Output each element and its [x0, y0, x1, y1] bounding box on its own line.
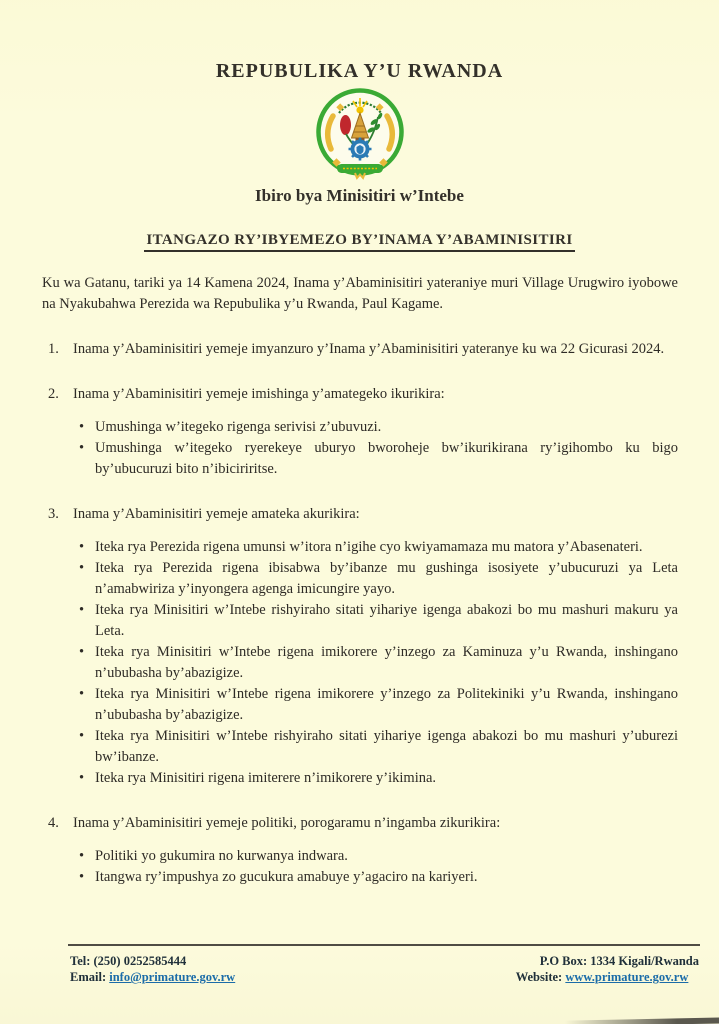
decision-bullet: • Iteka rya Minisitiri w’Intebe rishyiraho sitati yihariye igenga abakozi bo mu mashuri makuru ya Leta.: [79, 600, 678, 642]
rwanda-coat-of-arms-icon: [310, 86, 410, 184]
tel-value: (250) 0252585444: [93, 954, 187, 968]
decision-bullet: • Itangwa ry’impushya zo gucukura amabuye y’agaciro na kariyeri.: [79, 867, 678, 888]
decision-item: [48, 504, 678, 789]
decision-number: 1.: [48, 341, 59, 358]
decisions-list: [48, 339, 678, 888]
decision-text: Inama y’Abaminisitiri yemeje politiki, porogaramu n’ingamba zikurikira:: [73, 815, 501, 832]
footer-tel: [70, 953, 235, 969]
pobox-value: 1334 Kigali/Rwanda: [590, 954, 699, 968]
decision-item: [48, 384, 678, 480]
decision-bullet: • Umushinga w’itegeko ryerekeye uburyo bworoheje bw’ikurikirana ry’igihombo ku bigo by’ubucuruzi bito n’ibiciriritse.: [79, 438, 678, 480]
footer-right: [516, 953, 699, 986]
decision-item: [48, 813, 678, 888]
decision-text: Inama y’Abaminisitiri yemeje imyanzuro y’Inama y’Abaminisitiri yateranye ku wa 22 Gicurasi 2024.: [73, 341, 665, 358]
footer-email: [70, 969, 235, 985]
country-title: REPUBULIKA Y’U RWANDA: [215, 60, 504, 82]
footer-contact: [70, 953, 699, 986]
decision-bullet: • Iteka rya Perezida rigena ibisabwa by’ibanze mu gushinga isosiyete y’ubucuruzi ya Leta n’amabwiriza y’inyongera agenga imicungire yayo.: [79, 558, 678, 600]
intro-paragraph: Ku wa Gatanu, tariki ya 14 Kamena 2024, Inama y’Abaminisitiri yateraniye muri Village Urugwiro iyobowe na Nyakubahwa Perezida wa Repubulika y’u Rwanda, Paul Kagame.: [42, 275, 678, 313]
tel-label: Tel:: [70, 954, 91, 968]
website-link[interactable]: www.primature.gov.rw: [565, 970, 689, 985]
decision-bullet: • Politiki yo gukumira no kurwanya indwara.: [79, 846, 678, 867]
decision-bullet: • Iteka rya Minisitiri w’Intebe rigena imikorere y’inzego za Kaminuza y’u Rwanda, inshingano n’ububasha by’abazigize.: [79, 642, 678, 684]
footer-pobox: [516, 953, 699, 969]
decision-bullet: • Iteka rya Minisitiri w’Intebe rishyiraho sitati yihariye igenga abakozi bo mu mashuri y’uburezi bw’ibanze.: [79, 726, 678, 768]
decision-text: Inama y’Abaminisitiri yemeje amateka akurikira:: [73, 506, 360, 523]
decision-bullet: • Iteka rya Perezida rigena umunsi w’itora n’igihe cyo kwiyamamaza mu matora y’Abasenateri.: [79, 537, 678, 558]
communique-title: ITANGAZO RY’IBYEMEZO BY’INAMA Y’ABAMINISITIRI: [0, 231, 719, 252]
website-label: Website:: [515, 970, 563, 985]
decision-bullets: [79, 537, 678, 789]
footer-website: [516, 969, 699, 985]
decision-bullet: • Iteka rya Minisitiri w’Intebe rigena imikorere y’inzego za Politekiniki y’u Rwanda, inshingano n’ububasha by’abazigize.: [79, 684, 678, 726]
pobox-label: P.O Box:: [539, 954, 588, 968]
decision-bullets: [79, 417, 678, 480]
decision-bullets: [79, 846, 678, 888]
email-link[interactable]: info@primature.gov.rw: [109, 970, 236, 985]
decision-item: [48, 339, 678, 360]
office-title: Ibiro bya Minisitiri w’Intebe: [255, 186, 464, 205]
email-label: Email:: [70, 970, 107, 985]
decision-bullet: • Umushinga w’itegeko rigenga serivisi z’ubuvuzi.: [79, 417, 678, 438]
footer-left: [70, 953, 235, 986]
footer-divider: [68, 944, 700, 946]
decision-bullet: • Iteka rya Minisitiri rigena imiterere n’imikorere y’ikimina.: [79, 768, 678, 789]
decision-number: 2.: [48, 386, 59, 403]
decision-number: 4.: [48, 815, 59, 832]
document-header: [0, 0, 719, 206]
scan-edge-artifact: [565, 1017, 719, 1024]
decision-number: 3.: [48, 506, 59, 523]
decision-text: Inama y’Abaminisitiri yemeje imishinga y’amategeko ikurikira:: [73, 386, 445, 403]
